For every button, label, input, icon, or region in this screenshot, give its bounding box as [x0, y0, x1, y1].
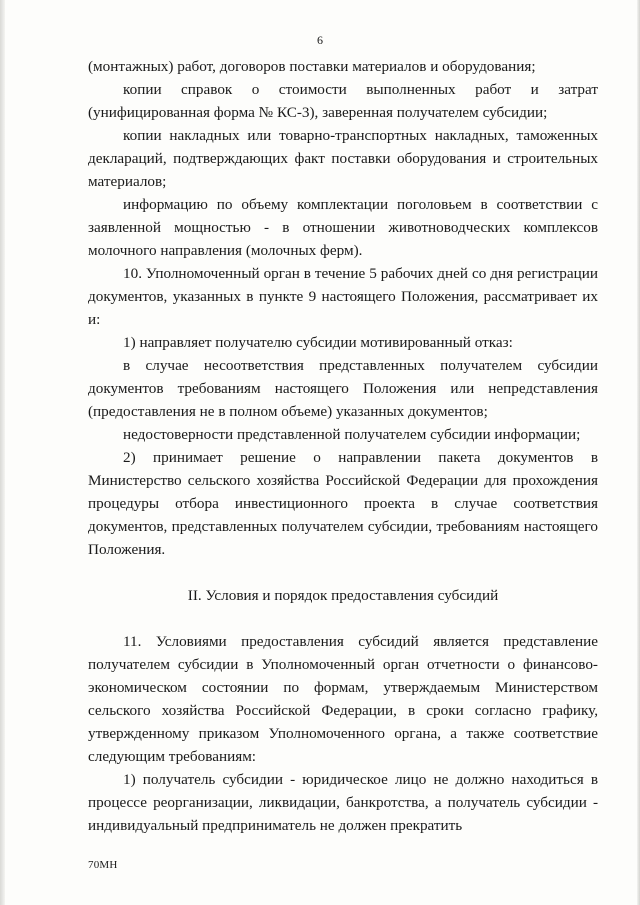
paragraph-11: 11. Условиями предоставления субсидий является представление получателем субсидии в Уполномоченный орган отчетности о финансово-экономическом состоянии по формам, утверждаемым Министерством сельского хозяйства Российской Федерации, в сроки согласно графику, утвержденному приказом Уполномоченного органа, а также соответствие следующим требованиям: — [88, 633, 598, 765]
paragraph-mismatch: в случае несоответствия представленных получателем субсидии документов требованиям настоящего Положения или непредставления (предоставления не в полном объеме) указанных документов; — [88, 357, 598, 420]
paragraph-ks3-copies: копии справок о стоимости выполненных работ и затрат (унифицированная форма № КС-3), заверенная получателем субсидии; — [88, 81, 598, 121]
paragraph-10: 10. Уполномоченный орган в течение 5 рабочих дней со дня регистрации документов, указанных в пункте 9 настоящего Положения, рассматривает их и: — [88, 265, 598, 328]
paragraph-10-1: 1) направляет получателю субсидии мотивированный отказ: — [123, 334, 513, 351]
paragraph-11-1: 1) получатель субсидии - юридическое лицо не должно находиться в процессе реорганизации, ликвидации, банкротства, а получатель субсидии - индивидуальный предприниматель не должен прекратить — [88, 771, 598, 834]
scan-edge-left — [0, 0, 5, 905]
paragraph-invoices: копии накладных или товарно-транспортных накладных, таможенных деклараций, подтверждающих факт поставки оборудования и строительных материалов; — [88, 127, 598, 190]
paragraph-livestock-info: информацию по объему комплектации поголовьем в соответствии с заявленной мощностью - в отношении животноводческих комплексов молочного направления (молочных ферм). — [88, 196, 598, 259]
paragraph-10-2: 2) принимает решение о направлении пакета документов в Министерство сельского хозяйства Российской Федерации для прохождения процедуры отбора инвестиционного проекта в случае соответствия документов, представленных получателем субсидии, требованиям настоящего Положения. — [88, 449, 598, 558]
page-number: 6 — [317, 33, 323, 47]
footer-code: 70МН — [88, 859, 118, 871]
paragraph-continuation: (монтажных) работ, договоров поставки материалов и оборудования; — [88, 58, 536, 75]
document-body — [88, 55, 598, 837]
paragraph-unreliable: недостоверности представленной получателем субсидии информации; — [123, 426, 581, 443]
section-heading: II. Условия и порядок предоставления субсидий — [187, 587, 499, 604]
